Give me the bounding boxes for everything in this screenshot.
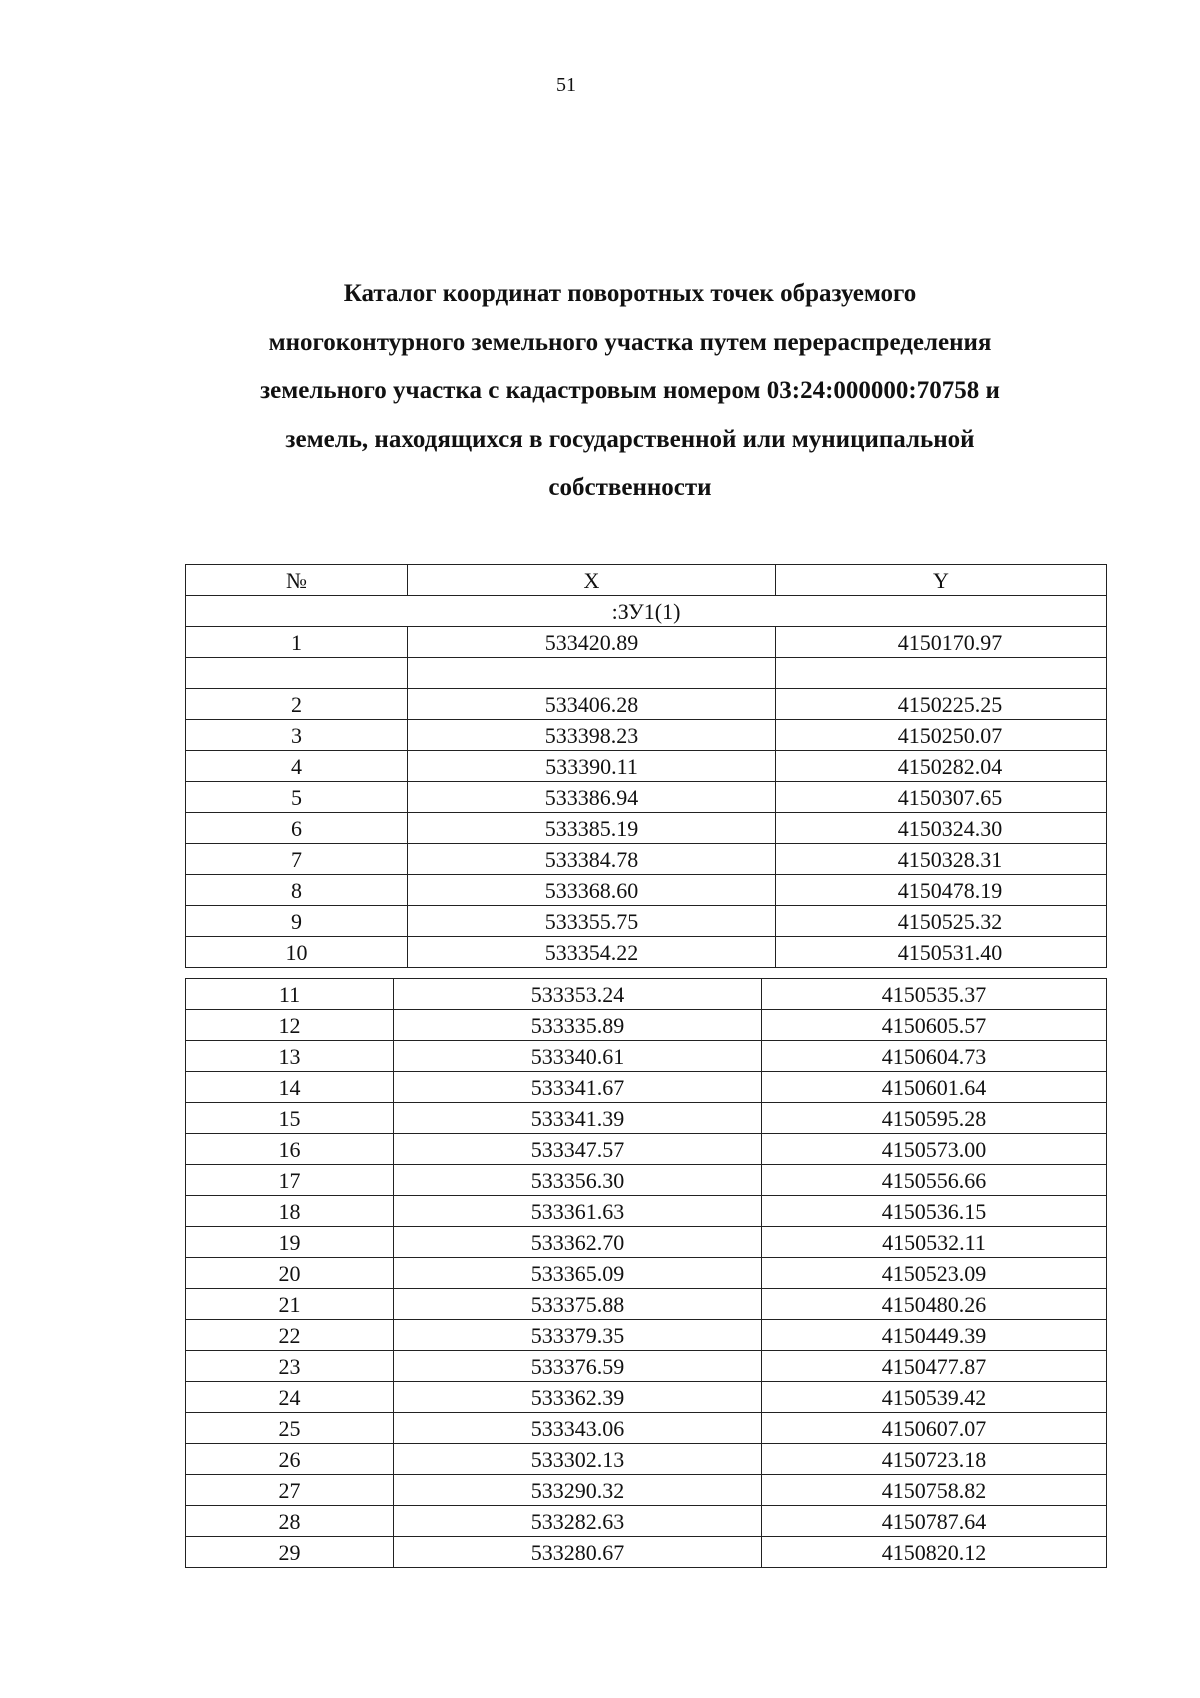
table-row: [186, 1196, 1107, 1227]
header-x: X: [408, 565, 776, 596]
y-coordinate: 4150531.40: [776, 937, 1107, 968]
y-coordinate: 4150573.00: [762, 1134, 1107, 1165]
y-coordinate: 4150250.07: [776, 720, 1107, 751]
table-row: [186, 1258, 1107, 1289]
table-row: [186, 1041, 1107, 1072]
x-coordinate: 533362.70: [394, 1227, 762, 1258]
x-coordinate: 533365.09: [394, 1258, 762, 1289]
point-number: 5: [186, 782, 408, 813]
y-coordinate: 4150820.12: [762, 1537, 1107, 1568]
point-number: 26: [186, 1444, 394, 1475]
table-row: [186, 1475, 1107, 1506]
header-y: Y: [776, 565, 1107, 596]
y-coordinate: 4150480.26: [762, 1289, 1107, 1320]
y-coordinate: 4150525.32: [776, 906, 1107, 937]
table-row: [186, 627, 1107, 658]
table-row: [186, 813, 1107, 844]
y-coordinate: 4150601.64: [762, 1072, 1107, 1103]
title-line: многоконтурного земельного участка путем перераспределения: [268, 328, 992, 356]
x-coordinate: 533355.75: [408, 906, 776, 937]
table-row: [186, 937, 1107, 968]
point-number: 13: [186, 1041, 394, 1072]
table-row: [186, 658, 1107, 689]
x-coordinate: 533347.57: [394, 1134, 762, 1165]
y-coordinate: 4150787.64: [762, 1506, 1107, 1537]
y-coordinate: 4150595.28: [762, 1103, 1107, 1134]
x-coordinate: 533282.63: [394, 1506, 762, 1537]
table-row: [186, 1351, 1107, 1382]
table-row: [186, 751, 1107, 782]
point-number: 29: [186, 1537, 394, 1568]
table-row: [186, 782, 1107, 813]
x-coordinate: 533379.35: [394, 1320, 762, 1351]
y-coordinate: 4150478.19: [776, 875, 1107, 906]
point-number: 11: [186, 979, 394, 1010]
document-title: [180, 270, 1080, 513]
x-coordinate: 533361.63: [394, 1196, 762, 1227]
y-coordinate: 4150477.87: [762, 1351, 1107, 1382]
y-coordinate: 4150532.11: [762, 1227, 1107, 1258]
point-number: 23: [186, 1351, 394, 1382]
y-coordinate: 4150556.66: [762, 1165, 1107, 1196]
y-coordinate: 4150307.65: [776, 782, 1107, 813]
point-number: 8: [186, 875, 408, 906]
x-coordinate: 533376.59: [394, 1351, 762, 1382]
y-coordinate: 4150170.97: [776, 627, 1107, 658]
point-number: 25: [186, 1413, 394, 1444]
point-number: 12: [186, 1010, 394, 1041]
x-coordinate: 533368.60: [408, 875, 776, 906]
x-coordinate: [408, 658, 776, 689]
point-number: 21: [186, 1289, 394, 1320]
table-row: [186, 1165, 1107, 1196]
title-line: земельного участка с кадастровым номером 03:24:000000:70758 и: [260, 377, 1000, 404]
point-number: 15: [186, 1103, 394, 1134]
y-coordinate: 4150328.31: [776, 844, 1107, 875]
table-row: [186, 1134, 1107, 1165]
x-coordinate: 533385.19: [408, 813, 776, 844]
point-number: 3: [186, 720, 408, 751]
point-number: 9: [186, 906, 408, 937]
x-coordinate: 533420.89: [408, 627, 776, 658]
y-coordinate: 4150324.30: [776, 813, 1107, 844]
point-number: 14: [186, 1072, 394, 1103]
page-number: 51: [556, 74, 576, 96]
point-number: 4: [186, 751, 408, 782]
x-coordinate: 533335.89: [394, 1010, 762, 1041]
y-coordinate: 4150539.42: [762, 1382, 1107, 1413]
point-number: 19: [186, 1227, 394, 1258]
x-coordinate: 533384.78: [408, 844, 776, 875]
table-header-row: [186, 565, 1107, 596]
y-coordinate: 4150225.25: [776, 689, 1107, 720]
y-coordinate: 4150607.07: [762, 1413, 1107, 1444]
point-number: 7: [186, 844, 408, 875]
title-line: земель, находящихся в государственной или муниципальной: [285, 425, 975, 453]
point-number: 28: [186, 1506, 394, 1537]
x-coordinate: 533353.24: [394, 979, 762, 1010]
y-coordinate: 4150758.82: [762, 1475, 1107, 1506]
table-row: [186, 1320, 1107, 1351]
table-row: [186, 1010, 1107, 1041]
title-line: собственности: [548, 474, 712, 501]
table-row: [186, 844, 1107, 875]
table-row: [186, 689, 1107, 720]
y-coordinate: 4150604.73: [762, 1041, 1107, 1072]
x-coordinate: 533302.13: [394, 1444, 762, 1475]
x-coordinate: 533398.23: [408, 720, 776, 751]
point-number: 27: [186, 1475, 394, 1506]
point-number: 22: [186, 1320, 394, 1351]
point-number: 17: [186, 1165, 394, 1196]
x-coordinate: 533280.67: [394, 1537, 762, 1568]
y-coordinate: 4150536.15: [762, 1196, 1107, 1227]
table-row: [186, 1413, 1107, 1444]
point-number: 20: [186, 1258, 394, 1289]
table-row: [186, 1382, 1107, 1413]
table-row: [186, 720, 1107, 751]
point-number: 18: [186, 1196, 394, 1227]
y-coordinate: 4150605.57: [762, 1010, 1107, 1041]
point-number: 2: [186, 689, 408, 720]
x-coordinate: 533340.61: [394, 1041, 762, 1072]
y-coordinate: 4150282.04: [776, 751, 1107, 782]
x-coordinate: 533406.28: [408, 689, 776, 720]
x-coordinate: 533343.06: [394, 1413, 762, 1444]
x-coordinate: 533356.30: [394, 1165, 762, 1196]
y-coordinate: [776, 658, 1107, 689]
table-row: [186, 1227, 1107, 1258]
table-row: [186, 875, 1107, 906]
point-number: 10: [186, 937, 408, 968]
x-coordinate: 533390.11: [408, 751, 776, 782]
table-row: [186, 1072, 1107, 1103]
y-coordinate: 4150535.37: [762, 979, 1107, 1010]
section-label: :ЗУ1(1): [186, 596, 1107, 627]
point-number: 24: [186, 1382, 394, 1413]
point-number: 16: [186, 1134, 394, 1165]
x-coordinate: 533362.39: [394, 1382, 762, 1413]
x-coordinate: 533375.88: [394, 1289, 762, 1320]
y-coordinate: 4150449.39: [762, 1320, 1107, 1351]
section-row: [186, 596, 1107, 627]
x-coordinate: 533290.32: [394, 1475, 762, 1506]
y-coordinate: 4150723.18: [762, 1444, 1107, 1475]
point-number: 6: [186, 813, 408, 844]
point-number: 1: [186, 627, 408, 658]
x-coordinate: 533386.94: [408, 782, 776, 813]
table-row: [186, 1103, 1107, 1134]
title-line: Каталог координат поворотных точек образуемого: [343, 280, 917, 307]
x-coordinate: 533341.39: [394, 1103, 762, 1134]
coordinates-table-bottom: [185, 978, 1107, 1568]
coordinates-table-top: [185, 564, 1107, 968]
header-number: №: [186, 565, 408, 596]
point-number: [186, 658, 408, 689]
x-coordinate: 533354.22: [408, 937, 776, 968]
table-row: [186, 1506, 1107, 1537]
table-row: [186, 1289, 1107, 1320]
x-coordinate: 533341.67: [394, 1072, 762, 1103]
table-row: [186, 906, 1107, 937]
table-row: [186, 979, 1107, 1010]
y-coordinate: 4150523.09: [762, 1258, 1107, 1289]
table-row: [186, 1537, 1107, 1568]
table-row: [186, 1444, 1107, 1475]
